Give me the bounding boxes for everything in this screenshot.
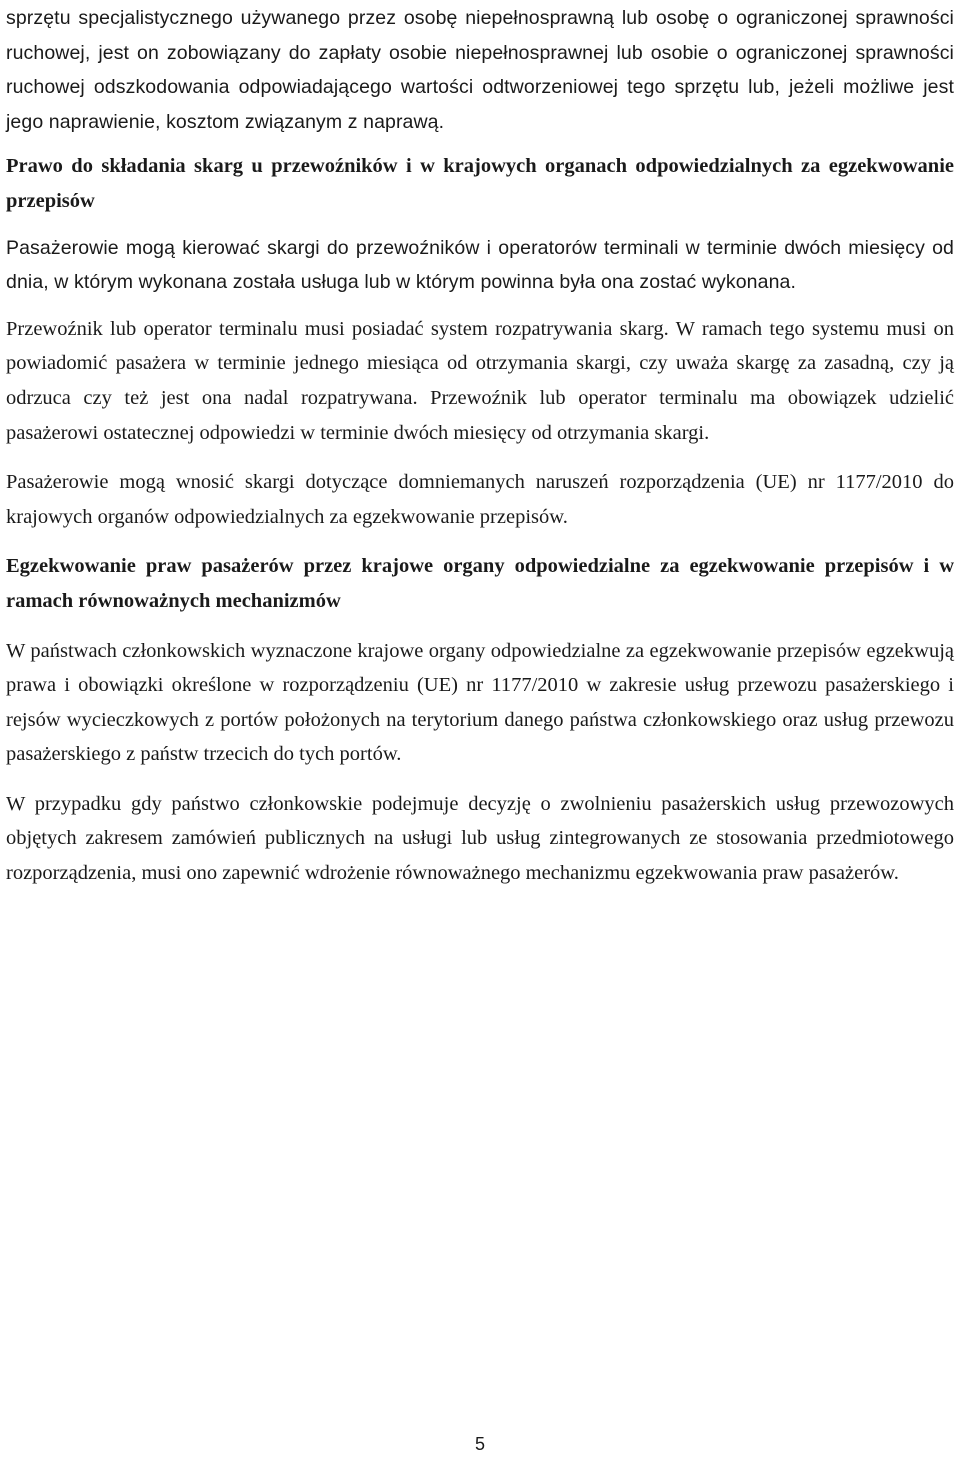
paragraph-complaint-deadline: Pasażerowie mogą kierować skargi do przewoźników i operatorów terminali w terminie dwóch miesięcy od dnia, w którym wykonana została usługa lub w którym powinna była ona zostać wykonana. bbox=[6, 236, 954, 294]
paragraph-exemption: W przypadku gdy państwo członkowskie podejmuje decyzję o zwolnieniu pasażerskich usług przewozowych objętych zakresem zamówień publicznych na usługi lub usług zintegrowanych ze stosowania przedmiotowego rozporządzenia, musi ono zapewnić wdrożenie równoważnego mechanizmu egzekwowania praw pasażerów. bbox=[6, 792, 954, 885]
page-number: 5 bbox=[474, 1434, 485, 1454]
section-heading-complaints: Prawo do składania skarg u przewoźników i w krajowych organach odpowiedzialnych za egzekwowanie przepisów bbox=[6, 155, 954, 212]
paragraph-equipment-compensation: sprzętu specjalistycznego używanego przez osobę niepełnosprawną lub osobę o ograniczonej sprawności ruchowej, jest on zobowiązany do zapłaty osobie niepełnosprawnej lub osobie o ograniczonej sprawności ruchowej odszkodowania odpowiadającego wartości odtworzeniowej tego sprzętu lub, jeżeli możliwe jest jego naprawienie, kosztom związanym z naprawą. bbox=[6, 7, 954, 133]
section-heading-enforcement: Egzekwowanie praw pasażerów przez krajowe organy odpowiedzialne za egzekwowanie przepisów i w ramach równoważnych mechanizmów bbox=[6, 555, 954, 612]
paragraph-member-states: W państwach członkowskich wyznaczone krajowe organy odpowiedzialne za egzekwowanie przepisów egzekwują prawa i obowiązki określone w rozporządzeniu (UE) nr 1177/2010 w zakresie usług przewozu pasażerskiego i rejsów wycieczkowych z portów położonych na terytorium danego państwa członkowskiego oraz usług przewozu pasażerskiego z państw trzecich do tych portów. bbox=[6, 639, 954, 766]
paragraph-complaint-system: Przewoźnik lub operator terminalu musi posiadać system rozpatrywania skarg. W ramach tego systemu musi on powiadomić pasażera w terminie jednego miesiąca od otrzymania skargi, czy uważa skargę za zasadną, czy ją odrzuca czy też jest ona nadal rozpatrywana. Przewoźnik lub operator terminalu ma obowiązek udzielić pasażerowi ostatecznej odpowiedzi w terminie dwóch miesięcy od otrzymania skargi. bbox=[6, 317, 954, 444]
paragraph-national-bodies: Pasażerowie mogą wnosić skargi dotyczące domniemanych naruszeń rozporządzenia (UE) nr 1177/2010 do krajowych organów odpowiedzialnych za egzekwowanie przepisów. bbox=[6, 471, 954, 528]
document-page bbox=[6, 1, 954, 891]
